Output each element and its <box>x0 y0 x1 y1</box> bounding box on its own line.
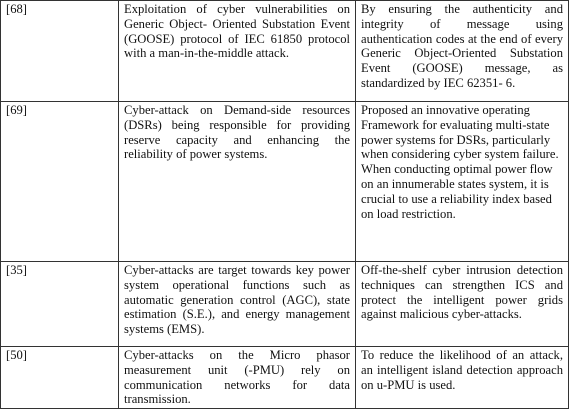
mitigation-text: To reduce the likelihood of an attack, an intelligent island detection approach on u-PMU is used. <box>361 348 563 392</box>
table-row <box>1 1 569 102</box>
threat-cell: Cyber-attack on Demand-side resources (DSRs) being responsible for providing reserve capacity and enhancing the reliability of power systems. <box>119 102 356 262</box>
mitigation-cell <box>356 262 569 347</box>
mitigation-cell <box>356 1 569 102</box>
mitigation-cell <box>356 347 569 409</box>
table-row <box>1 102 569 262</box>
mitigation-text: By ensuring the authenticity and integrity of message using authentication codes at the end of every Generic Object-Oriented Substation Event (GOOSE) message, as standardized by IEC 62351- 6. <box>361 2 563 90</box>
mitigation-cell <box>356 102 569 262</box>
table-row <box>1 347 569 409</box>
reference-cell: [50] <box>1 347 119 409</box>
threat-cell: Cyber-attacks on the Micro phasor measurement unit (-PMU) rely on communication networks for data transmission. <box>119 347 356 409</box>
mitigation-text: Off-the-shelf cyber intrusion detection techniques can strengthen ICS and protect the intelligent power grids against malicious cyber-attacks. <box>361 263 563 322</box>
threat-cell: Exploitation of cyber vulnerabilities on Generic Object- Oriented Substation Event (GOOSE) protocol of IEC 61850 protocol with a man-in-the-middle attack. <box>119 1 356 102</box>
mitigation-text: Proposed an innovative operating Framework for evaluating multi-state power systems for DSRs, particularly when considering cyber system failure. <box>361 103 559 162</box>
mitigation-text: When conducting optimal power flow on an innumerable states system, it is crucial to use a reliability index based on load restriction. <box>361 162 553 221</box>
reference-cell: [69] <box>1 102 119 262</box>
reference-cell: [68] <box>1 1 119 102</box>
threat-cell: Cyber-attacks are target towards key power system operational functions such as automatic generation control (AGC), state estimation (S.E.), and energy management systems (EMS). <box>119 262 356 347</box>
table-row <box>1 262 569 347</box>
reference-cell: [35] <box>1 262 119 347</box>
